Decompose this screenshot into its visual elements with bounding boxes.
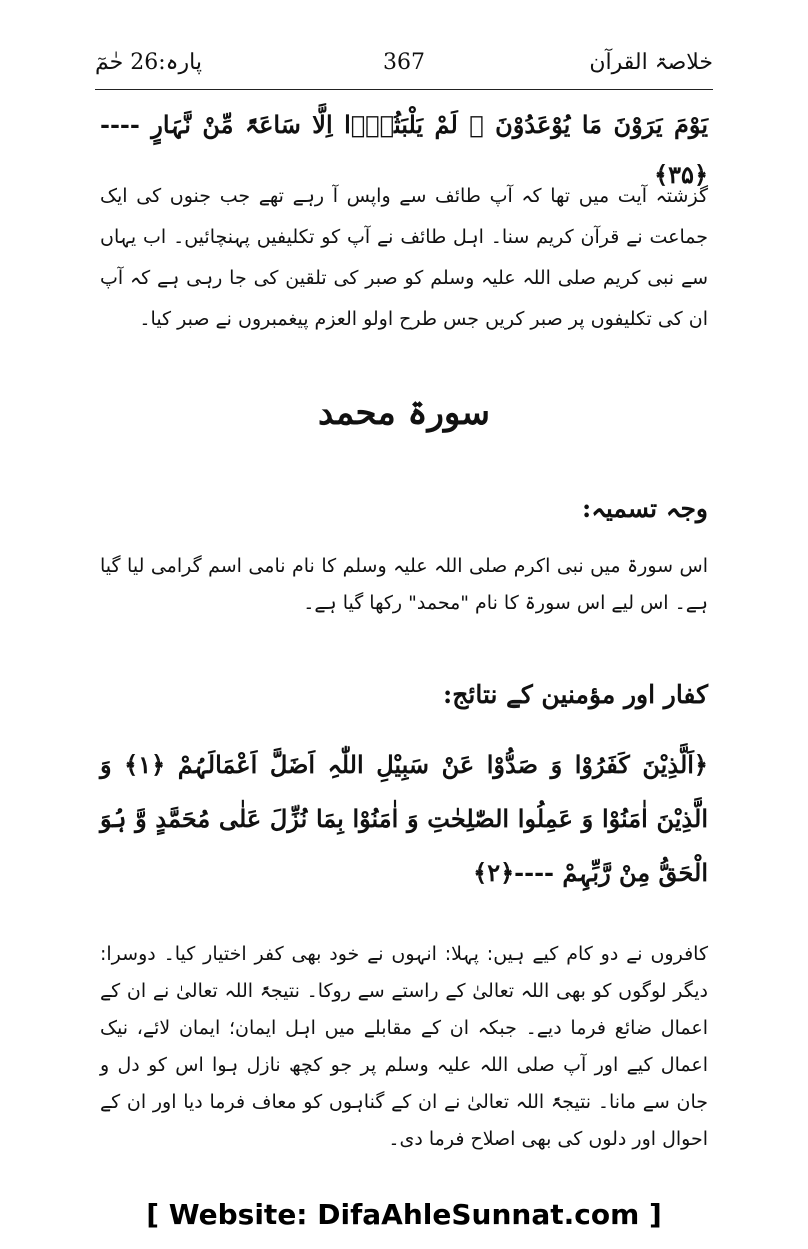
results-ayah: ﴿اَلَّذِیْنَ كَفَرُوْا وَ صَدُّوْا عَنْ سَبِیْلِ اللّٰہِ اَضَلَّ اَعْمَالَہُمْ ﴿۱﴾ وَ الَّذِیْنَ اٰمَنُوْا وَ عَمِلُوا الصّٰلِحٰتِ وَ اٰمَنُوْا بِمَا نُزِّلَ عَلٰی مُحَمَّدٍ وَّ ہُوَ الْحَقُّ مِنْ رَّبِّہِمْ ----﴿۲﴾: [100, 750, 708, 887]
page-number: 367: [383, 50, 425, 75]
header-divider: [95, 89, 713, 90]
website-footer: [ Website: DifaAhleSunnat.com ]: [146, 1198, 662, 1231]
surah-title: سورۃ محمد: [318, 393, 490, 433]
para-label: پارہ:26 حٰمٓ: [95, 50, 202, 75]
book-title: خلاصۃ القرآن: [589, 50, 713, 75]
intro-paragraph: گزشتہ آیت میں تھا کہ آپ طائف سے واپس آ رہے تھے جب جنوں کی ایک جماعت نے قرآن کریم سنا۔ اہل طائف نے آپ کو تکلیفیں پہنچائیں۔ اب یہاں سے نبی کریم صلی اللہ علیہ وسلم کو صبر کی تلقین کی جا رہی ہے کہ آپ ان کی تکلیفوں پر صبر کریں جس طرح اولو العزم پیغمبروں نے صبر کیا۔: [100, 185, 708, 330]
naming-paragraph: اس سورۃ میں نبی اکرم صلی اللہ علیہ وسلم کا نام نامی اسم گرامی لیا گیا ہے۔ اس لیے اس سورۃ کا نام "محمد" رکھا گیا ہے۔: [100, 555, 708, 614]
naming-heading: وجہ تسمیہ:: [581, 494, 708, 523]
opening-ayah: یَوْمَ یَرَوْنَ مَا یُوْعَدُوْنَ ۙ لَمْ یَلْبَثُوْۤا اِلَّا سَاعَۃً مِّنْ نَّہَارٍ ----﴿۳۵﴾: [100, 110, 708, 189]
results-paragraph: کافروں نے دو کام کیے ہیں: پہلا: انہوں نے خود بھی کفر اختیار کیا۔ دوسرا: دیگر لوگوں کو بھی اللہ تعالیٰ کے راستے سے روکا۔ نتیجۃً اللہ تعالیٰ نے ان کے اعمال ضائع فرما دیے۔ جبکہ ان کے مقابلے میں اہل ایمان؛ ایمان لائے، نیک اعمال کیے اور آپ صلی اللہ علیہ وسلم پر جو کچھ نازل ہوا اس کو دل و جان سے مانا۔ نتیجۃً اللہ تعالیٰ نے ان کے گناہوں کو معاف فرما دیا اور ان کے احوال اور دلوں کی بھی اصلاح فرما دی۔: [100, 943, 708, 1150]
page-header: [95, 44, 713, 88]
results-heading: کفار اور مؤمنین کے نتائج:: [443, 680, 708, 709]
